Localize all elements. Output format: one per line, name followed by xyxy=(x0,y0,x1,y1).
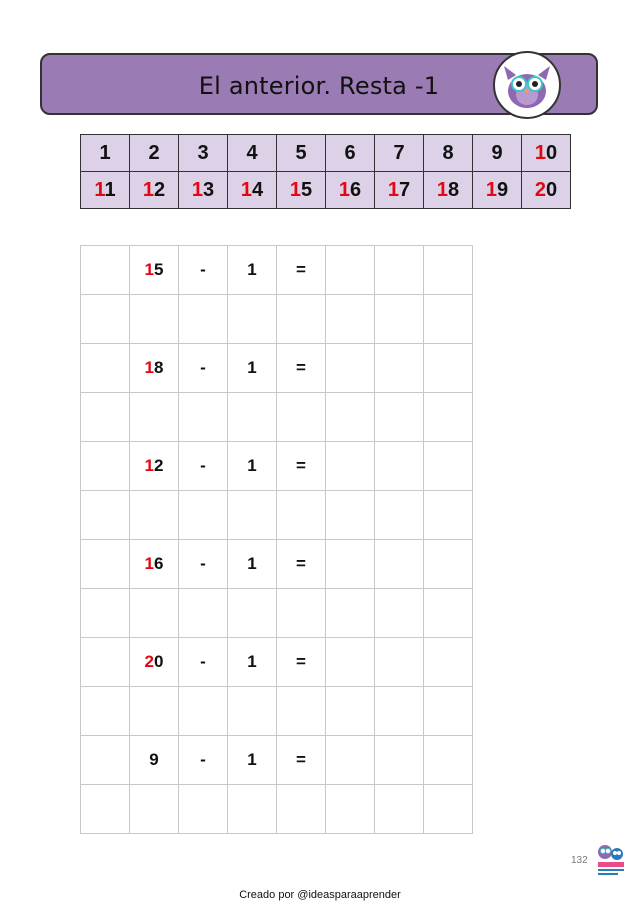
answer-grid-cell xyxy=(228,785,277,834)
answer-grid-cell xyxy=(277,393,326,442)
equals-sign: = xyxy=(277,638,326,687)
answer-grid-cell xyxy=(277,491,326,540)
number-chart-cell xyxy=(326,172,375,209)
answer-grid-cell xyxy=(228,491,277,540)
equals-sign: = xyxy=(277,540,326,589)
chart-number-units-digit: 4 xyxy=(252,178,264,201)
answer-grid-cell xyxy=(375,393,424,442)
answer-grid-cell xyxy=(326,785,375,834)
chart-number-units-digit: 3 xyxy=(203,178,215,201)
blank-row xyxy=(81,589,473,638)
minuend-tens-digit: 1 xyxy=(144,554,154,573)
chart-number-tens-digit: 1 xyxy=(289,178,301,201)
answer-grid-cell xyxy=(81,344,130,393)
answer-grid-cell xyxy=(130,687,179,736)
minus-sign: - xyxy=(179,442,228,491)
answer-grid-cell xyxy=(375,246,424,295)
minuend-units-digit: 2 xyxy=(154,456,164,475)
chart-number-tens-digit: 1 xyxy=(485,178,497,201)
number-chart-cell xyxy=(375,172,424,209)
minus-sign: - xyxy=(179,638,228,687)
subtrahend-cell: 1 xyxy=(228,246,277,295)
number-chart-cell xyxy=(179,172,228,209)
number-chart-row xyxy=(81,135,571,172)
answer-grid-cell xyxy=(179,295,228,344)
equals-sign: = xyxy=(277,246,326,295)
answer-grid-cell xyxy=(326,295,375,344)
answer-grid-cell xyxy=(424,785,473,834)
page-title: El anterior. Resta -1 xyxy=(198,72,440,100)
chart-number-tens-digit: 1 xyxy=(191,178,203,201)
chart-number-units-digit: 6 xyxy=(350,178,362,201)
number-chart-cell xyxy=(130,172,179,209)
minuend-tens-digit: 1 xyxy=(144,260,154,279)
chart-number-tens-digit: 1 xyxy=(142,178,154,201)
answer-grid-cell xyxy=(326,246,375,295)
number-chart-cell xyxy=(81,172,130,209)
minuend-cell xyxy=(130,736,179,785)
number-chart-cell xyxy=(130,135,179,172)
chart-number-units-digit: 0 xyxy=(546,141,558,164)
answer-grid-cell xyxy=(326,344,375,393)
answer-grid-cell xyxy=(326,638,375,687)
chart-number-tens-digit: 2 xyxy=(534,178,546,201)
answer-grid-cell xyxy=(277,785,326,834)
exercise-row xyxy=(81,442,473,491)
answer-grid-cell xyxy=(375,736,424,785)
answer-grid-cell xyxy=(228,687,277,736)
exercise-row xyxy=(81,540,473,589)
chart-number-units-digit: 8 xyxy=(442,141,454,164)
minuend-units-digit: 9 xyxy=(149,750,159,769)
chart-number-units-digit: 6 xyxy=(344,141,356,164)
footer-credit: Creado por @ideasparaaprender xyxy=(239,889,401,901)
answer-grid-cell xyxy=(375,442,424,491)
chart-number-units-digit: 9 xyxy=(491,141,503,164)
minuend-tens-digit: 2 xyxy=(144,652,154,671)
answer-grid-cell xyxy=(326,491,375,540)
exercise-row xyxy=(81,638,473,687)
minuend-cell xyxy=(130,442,179,491)
answer-grid-cell xyxy=(179,687,228,736)
answer-grid-cell xyxy=(81,785,130,834)
answer-grid-cell xyxy=(81,589,130,638)
answer-grid-cell xyxy=(277,589,326,638)
number-chart-cell xyxy=(326,135,375,172)
number-chart-cell xyxy=(375,135,424,172)
answer-grid-cell xyxy=(326,736,375,785)
answer-grid-cell xyxy=(424,344,473,393)
minus-sign: - xyxy=(179,540,228,589)
answer-grid-cell xyxy=(81,295,130,344)
answer-grid-cell xyxy=(424,295,473,344)
subtrahend-cell: 1 xyxy=(228,540,277,589)
answer-grid-cell xyxy=(179,393,228,442)
subtrahend-cell: 1 xyxy=(228,638,277,687)
answer-grid-cell xyxy=(179,589,228,638)
answer-grid-cell xyxy=(130,589,179,638)
blank-row xyxy=(81,687,473,736)
answer-grid-cell xyxy=(424,246,473,295)
subtrahend-cell: 1 xyxy=(228,736,277,785)
answer-grid-cell xyxy=(81,246,130,295)
number-chart-cell xyxy=(424,135,473,172)
chart-number-units-digit: 5 xyxy=(295,141,307,164)
answer-grid-cell xyxy=(81,442,130,491)
chart-number-tens-digit: 1 xyxy=(436,178,448,201)
minuend-units-digit: 6 xyxy=(154,554,164,573)
chart-number-units-digit: 9 xyxy=(497,178,509,201)
blank-row xyxy=(81,491,473,540)
minuend-units-digit: 0 xyxy=(154,652,164,671)
answer-grid-cell xyxy=(179,491,228,540)
chart-number-units-digit: 5 xyxy=(301,178,313,201)
number-chart-cell xyxy=(473,172,522,209)
answer-grid-cell xyxy=(375,344,424,393)
answer-grid-cell xyxy=(375,687,424,736)
chart-number-units-digit: 1 xyxy=(104,178,116,201)
chart-number-units-digit: 8 xyxy=(448,178,460,201)
chart-number-units-digit: 2 xyxy=(154,178,166,201)
blank-row xyxy=(81,785,473,834)
number-chart-cell xyxy=(522,135,571,172)
answer-grid-cell xyxy=(375,491,424,540)
number-chart-cell xyxy=(522,172,571,209)
answer-grid-cell xyxy=(130,491,179,540)
answer-grid-cell xyxy=(81,540,130,589)
answer-grid-cell xyxy=(326,687,375,736)
answer-grid-cell xyxy=(424,687,473,736)
answer-grid-cell xyxy=(326,540,375,589)
answer-grid-cell xyxy=(81,638,130,687)
answer-grid-cell xyxy=(130,295,179,344)
minuend-cell xyxy=(130,344,179,393)
exercise-grid xyxy=(80,245,473,834)
answer-grid-cell xyxy=(375,638,424,687)
answer-grid-cell xyxy=(326,393,375,442)
answer-grid-cell xyxy=(130,785,179,834)
minus-sign: - xyxy=(179,246,228,295)
minuend-tens-digit: 1 xyxy=(144,358,154,377)
chart-number-units-digit: 2 xyxy=(148,141,160,164)
answer-grid-cell xyxy=(424,491,473,540)
answer-grid-cell xyxy=(277,687,326,736)
blank-row xyxy=(81,295,473,344)
chart-number-units-digit: 3 xyxy=(197,141,209,164)
subtrahend-cell: 1 xyxy=(228,344,277,393)
chart-number-tens-digit: 1 xyxy=(338,178,350,201)
answer-grid-cell xyxy=(375,295,424,344)
minuend-cell xyxy=(130,638,179,687)
answer-grid-cell xyxy=(424,736,473,785)
number-chart-cell xyxy=(277,135,326,172)
minus-sign: - xyxy=(179,344,228,393)
chart-number-units-digit: 7 xyxy=(399,178,411,201)
number-chart-cell xyxy=(473,135,522,172)
answer-grid-cell xyxy=(424,589,473,638)
chart-number-units-digit: 1 xyxy=(99,141,111,164)
minuend-cell xyxy=(130,540,179,589)
publisher-logo-icon xyxy=(594,842,628,878)
answer-grid-cell xyxy=(228,589,277,638)
answer-grid-cell xyxy=(375,589,424,638)
answer-grid-cell xyxy=(81,491,130,540)
answer-grid-cell xyxy=(228,295,277,344)
answer-grid-cell xyxy=(277,295,326,344)
chart-number-units-digit: 4 xyxy=(246,141,258,164)
number-chart-cell xyxy=(179,135,228,172)
number-chart xyxy=(80,134,571,209)
answer-grid-cell xyxy=(130,393,179,442)
number-chart-cell xyxy=(277,172,326,209)
chart-number-tens-digit: 1 xyxy=(534,141,546,164)
answer-grid-cell xyxy=(326,589,375,638)
answer-grid-cell xyxy=(375,540,424,589)
answer-grid-cell xyxy=(424,442,473,491)
answer-grid-cell xyxy=(81,736,130,785)
number-chart-cell xyxy=(228,135,277,172)
answer-grid-cell xyxy=(228,393,277,442)
number-chart-row xyxy=(81,172,571,209)
answer-grid-cell xyxy=(326,442,375,491)
number-chart-cell xyxy=(228,172,277,209)
minuend-units-digit: 8 xyxy=(154,358,164,377)
answer-grid-cell xyxy=(375,785,424,834)
equals-sign: = xyxy=(277,442,326,491)
minus-sign: - xyxy=(179,736,228,785)
answer-grid-cell xyxy=(424,638,473,687)
minuend-units-digit: 5 xyxy=(154,260,164,279)
chart-number-tens-digit: 1 xyxy=(240,178,252,201)
exercise-row xyxy=(81,246,473,295)
answer-grid-cell xyxy=(81,393,130,442)
subtrahend-cell: 1 xyxy=(228,442,277,491)
answer-grid-cell xyxy=(424,393,473,442)
equals-sign: = xyxy=(277,344,326,393)
equals-sign: = xyxy=(277,736,326,785)
answer-grid-cell xyxy=(424,540,473,589)
chart-number-tens-digit: 1 xyxy=(94,178,105,201)
minuend-cell xyxy=(130,246,179,295)
blank-row xyxy=(81,393,473,442)
answer-grid-cell xyxy=(179,785,228,834)
chart-number-units-digit: 7 xyxy=(393,141,405,164)
answer-grid-cell xyxy=(81,687,130,736)
chart-number-units-digit: 0 xyxy=(546,178,558,201)
owl-icon xyxy=(492,50,562,120)
number-chart-cell xyxy=(81,135,130,172)
chart-number-tens-digit: 1 xyxy=(387,178,399,201)
minuend-tens-digit: 1 xyxy=(144,456,154,475)
exercise-row xyxy=(81,344,473,393)
page-number: 132 xyxy=(571,855,588,866)
number-chart-cell xyxy=(424,172,473,209)
exercise-row xyxy=(81,736,473,785)
